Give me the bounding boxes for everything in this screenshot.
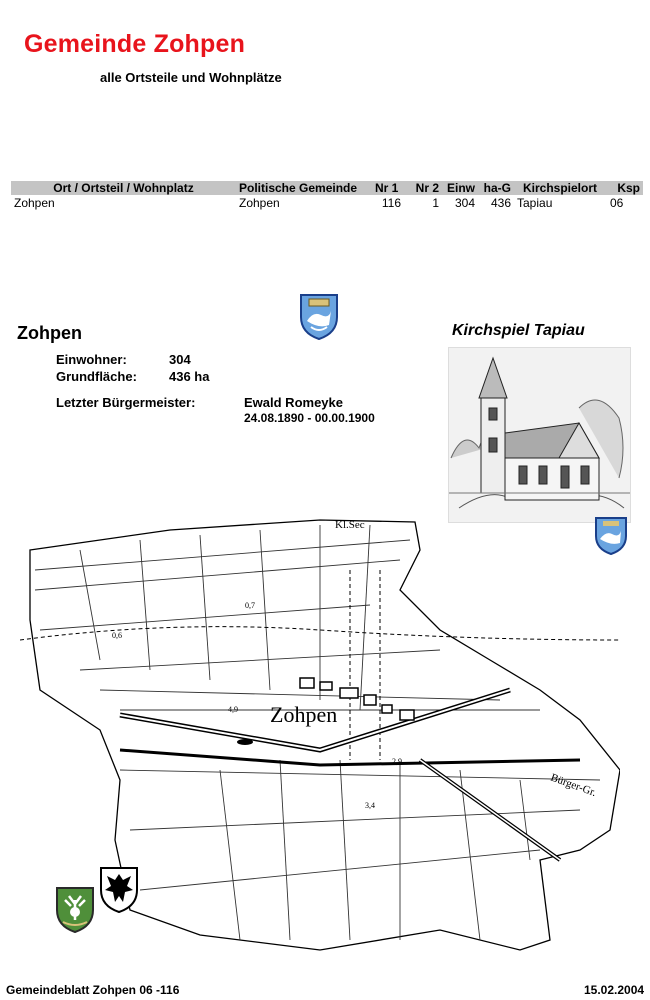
cell-gemeinde: Zohpen (239, 196, 280, 210)
cell-einw: 304 (454, 196, 475, 210)
kirchspiel-title: Kirchspiel Tapiau (452, 322, 585, 339)
grundflaeche-value: 436 ha (169, 369, 210, 384)
page-subtitle: alle Ortsteile und Wohnplätze (100, 70, 282, 85)
page-title: Gemeinde Zohpen (24, 30, 246, 58)
map-height-5: 2,9 (392, 757, 402, 766)
cell-nr2: 1 (432, 196, 439, 210)
cell-ort: Zohpen (14, 196, 55, 210)
einwohner-label: Einwohner: (56, 352, 127, 367)
map-height-2: 0,6 (112, 631, 122, 640)
cell-nr1: 116 (381, 196, 401, 210)
coat-of-arms-icon (299, 293, 339, 341)
cell-ha: 436 (490, 196, 511, 210)
grundflaeche-label: Grundfläche: (56, 369, 137, 384)
col-header-ort: Ort / Ortsteil / Wohnplatz (11, 181, 236, 195)
map-town-label: Zohpen (270, 702, 338, 727)
table-header-row (11, 181, 643, 195)
map-height-3: 4,9 (228, 705, 238, 714)
eagle-shield-icon (99, 866, 139, 914)
mayor-dates: 24.08.1890 - 00.00.1900 (244, 411, 375, 425)
table-row (11, 195, 643, 212)
cell-ksp: 06 (610, 196, 624, 210)
col-header-ksp: Ksp (600, 181, 643, 195)
footer-date: 15.02.2004 (584, 983, 645, 997)
einwohner-value: 304 (169, 352, 191, 367)
col-header-nr2: Nr 2 (404, 181, 442, 195)
col-header-kirchspielort: Kirchspielort (514, 181, 600, 195)
col-header-einw: Einw (442, 181, 478, 195)
footer-label: Gemeindeblatt Zohpen 06 -116 (6, 983, 180, 997)
church-drawing (448, 347, 631, 523)
col-header-nr1: Nr 1 (372, 181, 404, 195)
col-header-gemeinde: Politische Gemeinde (236, 181, 372, 195)
map-label-top: Kl.Sec (335, 519, 365, 531)
mayor-name: Ewald Romeyke (244, 395, 343, 410)
place-name: Zohpen (17, 323, 82, 343)
mayor-label: Letzter Bürgermeister: (56, 395, 196, 410)
col-header-ha: ha-G (478, 181, 514, 195)
map-height-4: 3,4 (365, 801, 375, 810)
cell-kirchspielort: Tapiau (517, 196, 553, 210)
map-height-1: 0,7 (245, 601, 255, 610)
deer-shield-icon (55, 886, 95, 934)
locations-table (11, 181, 643, 212)
map-label-right: Bürger-Gr. (548, 771, 598, 800)
